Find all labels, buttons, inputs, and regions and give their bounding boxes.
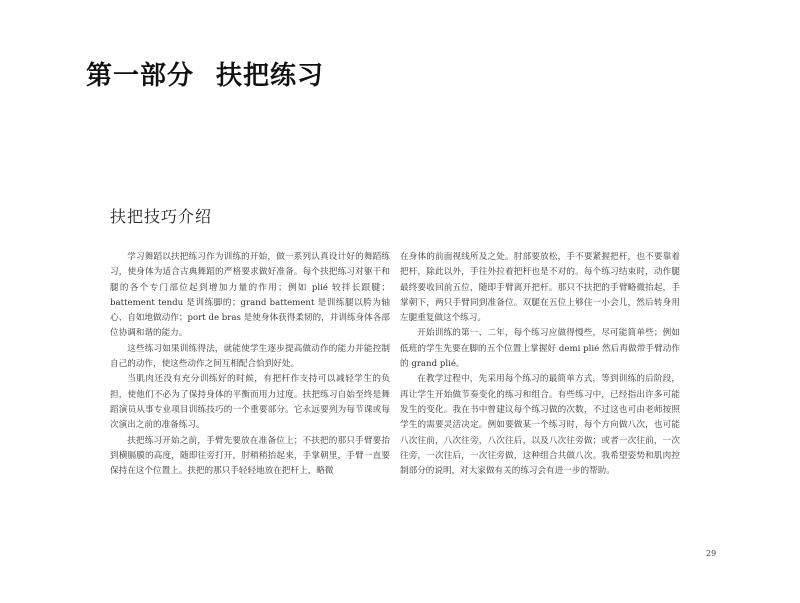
part-name: 扶把练习 xyxy=(216,61,325,91)
paragraph: 扶把练习开始之前，手臂先要放在准备位上；不扶把的那只手臂要抬到横膈膜的高度，随即往旁打开，肘稍稍抬起来，手掌朝里，手臂一直要保持在这个位置上。扶把的那只手轻轻地放在把杆上，略微 xyxy=(110,435,390,477)
paragraph: 开始训练的第一、二年，每个练习应做得慢些，尽可能简单些；例如低班的学生先要在脚的五个位置上掌握好 demi plié 然后再做带手臂动作的 grand plié。 xyxy=(400,328,680,370)
left-column xyxy=(110,250,390,479)
page-number: 29 xyxy=(706,549,717,558)
paragraph: 这些练习如果训练得法，就能使学生逐步提高做动作的能力并能控制自己的动作，使这些动作之间互相配合恰到好处。 xyxy=(110,343,390,370)
paragraph: 学习舞蹈以扶把练习作为训练的开始，做一系列认真设计好的舞蹈练习，使身体为适合古典舞蹈的严格要求做好准备。每个扶把练习对躯干和腿的各个专门部位起到增加力量的作用；例如 plié 较拌长跟腱；battement tendu 是训练脚的；grand battement 是训练腿以胯为轴心、自如地做动作；port de bras 是使身体获得柔韧的，并训练身体各部位协调和谐的能力。 xyxy=(110,252,390,339)
paragraph: 在教学过程中，先采用每个练习的最简单方式，等到训练的后阶段，再让学生开始做节奏变化的练习和组合。有些练习中，已经指出许多可能发生的变化。我在书中曾建议每个练习做的次数，不过这也可由老师按照学生的需要灵活决定。例如要做某一个练习时，每个方向做八次，也可能八次往前，八次往旁，八次往后，以及八次往旁做；或者一次往前，一次往旁，一次往后，一次往旁做，这种组合共做八次。我希望姿势和肌肉控制部分的说明，对大家做有关的练习会有进一步的帮助。 xyxy=(400,374,680,477)
paragraph: 在身体的前面视线所及之处。肘部要放松，手不要紧握把杆，也不要靠着把杆，除此以外，手往外拉着把杆也是不对的。每个练习结束时，动作腿最终要收回前五位，随即手臂离开把杆。那只不扶把的手臂略微抬起，手掌朝下，两只手臂同到准备位。双腿在五位上够住一小会儿，然后转身用左腿重复做这个练习。 xyxy=(400,252,680,324)
right-column xyxy=(400,250,680,479)
part-number: 第一部分 xyxy=(86,61,195,91)
section-title: 扶把技巧介绍 xyxy=(110,207,213,226)
part-title xyxy=(86,55,324,92)
paragraph: 当肌肉还没有充分训练好的时候，有把杆作支持可以减轻学生的负担，使他们不必为了保持身体的平衡而用力过度。扶把练习自始至终是舞蹈演员从事专业项目训练技巧的一个重要部分。它永远要列为每节课或每次演出之前的准备练习。 xyxy=(110,374,390,431)
